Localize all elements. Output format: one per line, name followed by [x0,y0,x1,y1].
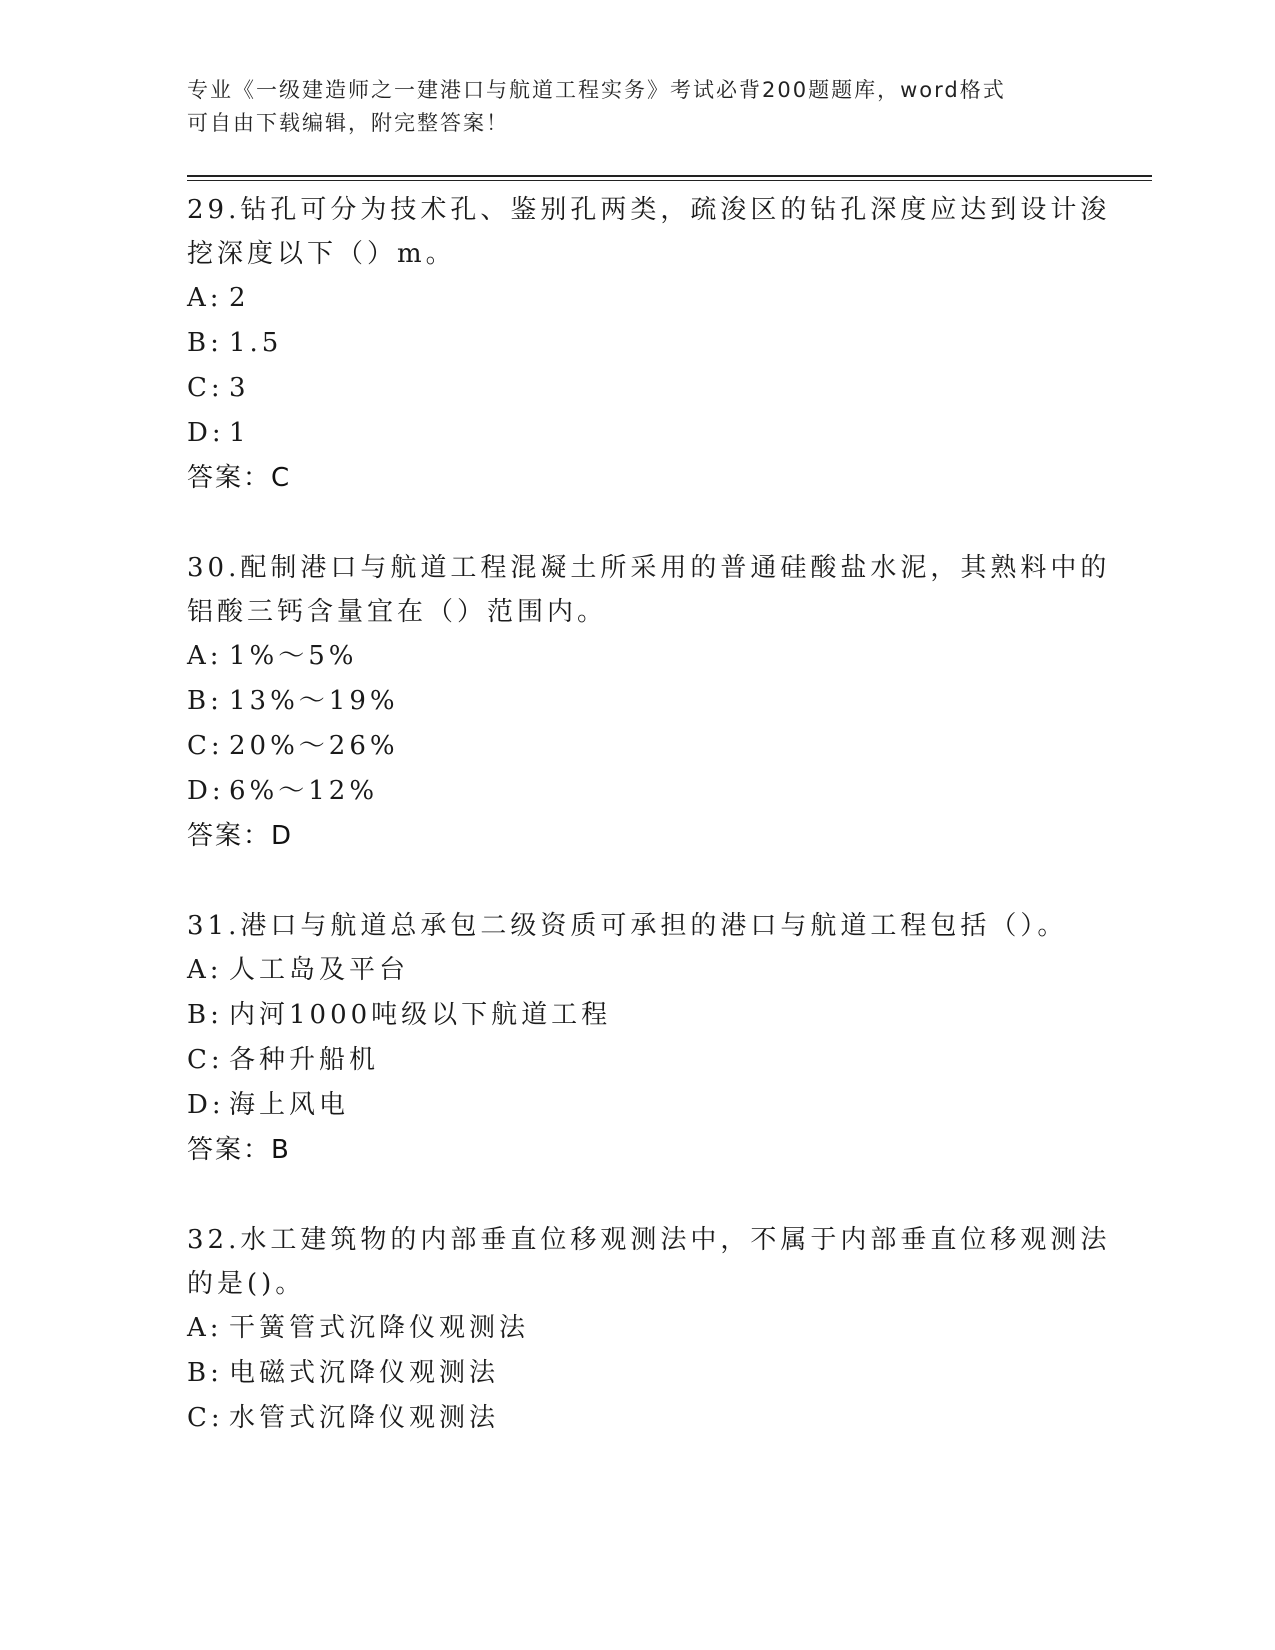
stem-line: 29.钻孔可分为技术孔、鉴别孔两类，疏浚区的钻孔深度应达到设计浚 [187,195,1111,225]
option-key: C: [187,1045,224,1075]
option-b [187,993,1087,1038]
header-divider-thin [187,180,1152,181]
option-b [187,321,1087,366]
option-text: 电磁式沉降仪观测法 [229,1358,500,1388]
option-text: 水管式沉降仪观测法 [229,1403,500,1433]
option-text: 1.5 [229,328,283,358]
stem-line: 30.配制港口与航道工程混凝土所采用的普通硅酸盐水泥，其熟料中的 [187,553,1111,583]
option-text: 1%～5% [229,641,358,671]
option-d [187,411,1087,456]
option-text: 13%～19% [229,686,399,716]
option-key: B: [187,1358,223,1388]
header-line-2: 可自由下载编辑，附完整答案！ [187,111,509,135]
option-key: C: [187,1403,224,1433]
option-key: B: [187,328,223,358]
question-stem [187,904,1087,948]
option-key: B: [187,1000,223,1030]
option-text: 3 [229,373,250,403]
question-stem [187,1218,1111,1306]
answer-line: 答案：B [187,1135,291,1165]
option-key: D: [187,418,225,448]
question-32 [187,1218,1111,1441]
option-text: 干簧管式沉降仪观测法 [229,1313,530,1343]
header-line-1: 专业《一级建造师之一建港口与航道工程实务》考试必背200题题库，word格式 [187,78,1006,102]
option-key: D: [187,776,225,806]
question-list [187,188,1111,1487]
option-key: C: [187,373,224,403]
option-text: 人工岛及平台 [229,955,410,985]
question-stem [187,188,1111,276]
stem-line: 32.水工建筑物的内部垂直位移观测法中，不属于内部垂直位移观测法 [187,1225,1111,1255]
option-a [187,1306,1087,1351]
answer-line: 答案：D [187,821,294,851]
option-c [187,1038,1087,1083]
option-key: D: [187,1090,225,1120]
option-b [187,1351,1087,1396]
option-key: A: [187,1313,223,1343]
option-c [187,724,1087,769]
option-text: 1 [229,418,250,448]
stem-line: 31.港口与航道总承包二级资质可承担的港口与航道工程包括（）。 [187,911,1068,941]
question-stem [187,546,1111,634]
stem-line: 挖深度以下（）m。 [187,239,456,269]
option-text: 6%～12% [229,776,379,806]
option-key: A: [187,283,223,313]
option-a [187,276,1087,321]
option-c [187,366,1087,411]
option-text: 2 [229,283,250,313]
stem-line: 的是()。 [187,1269,306,1299]
option-d [187,769,1087,814]
option-a [187,948,1087,993]
option-text: 20%～26% [229,731,399,761]
question-30 [187,546,1111,858]
option-text: 各种升船机 [229,1045,380,1075]
option-c [187,1396,1087,1441]
option-a [187,634,1087,679]
question-29 [187,188,1111,500]
option-key: A: [187,955,223,985]
option-b [187,679,1087,724]
question-31 [187,904,1087,1172]
answer-line: 答案：C [187,463,292,493]
document-header [187,74,1067,140]
option-text: 内河1000吨级以下航道工程 [229,1000,612,1030]
option-text: 海上风电 [229,1090,350,1120]
option-key: A: [187,641,223,671]
option-d [187,1083,1087,1128]
option-key: B: [187,686,223,716]
stem-line: 铝酸三钙含量宜在（）范围内。 [187,597,608,627]
option-key: C: [187,731,224,761]
header-divider-thick [187,175,1152,177]
